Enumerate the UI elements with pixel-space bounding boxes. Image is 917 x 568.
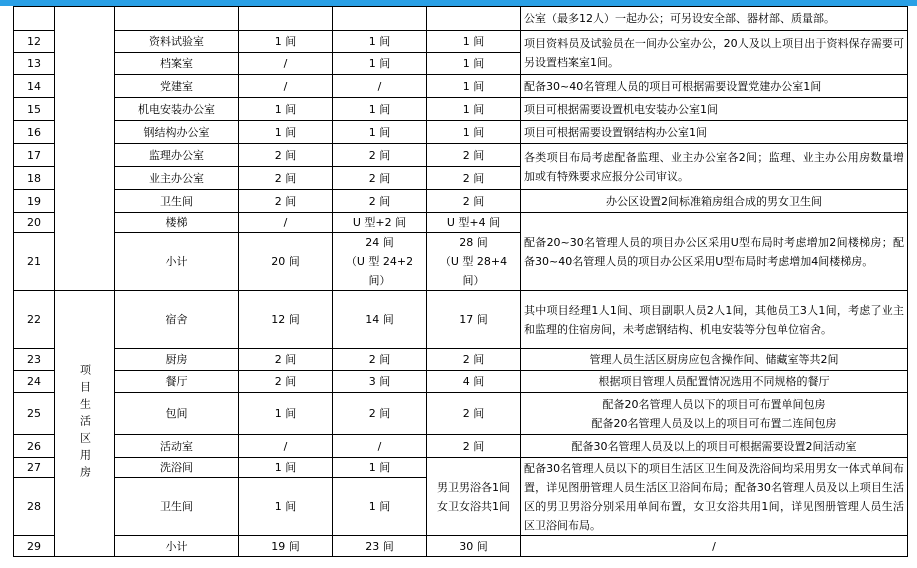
remark: 配备30名管理人员及以上的项目可根据需要设置2间活动室 xyxy=(521,435,908,458)
qty-b: 24 间 （U 型 24+2 间） xyxy=(333,233,427,291)
qty-a: 1 间 xyxy=(239,458,333,478)
table-row xyxy=(14,371,908,393)
qty-a: 1 间 xyxy=(239,31,333,53)
row-no: 29 xyxy=(14,536,55,557)
row-no: 25 xyxy=(14,393,55,435)
table-row xyxy=(14,536,908,557)
remark: 项目可根据需要设置钢结构办公室1间 xyxy=(521,121,908,144)
qty-c: 4 间 xyxy=(427,371,521,393)
qty-b: 2 间 xyxy=(333,144,427,167)
qty-a: / xyxy=(239,435,333,458)
remark: 根据项目管理人员配置情况选用不同规格的餐厅 xyxy=(521,371,908,393)
qty-a: 2 间 xyxy=(239,190,333,213)
qty-b: 1 间 xyxy=(333,121,427,144)
qty-b: U 型+2 间 xyxy=(333,213,427,233)
remark: 配备20名管理人员以下的项目可布置单间包房 配备20名管理人员及以上的项目可布置二连间包房 xyxy=(521,393,908,435)
row-no: 17 xyxy=(14,144,55,167)
qty-b: 2 间 xyxy=(333,167,427,190)
room-name: 党建室 xyxy=(115,75,239,98)
qty-c: 1 间 xyxy=(427,31,521,53)
room-name: 包间 xyxy=(115,393,239,435)
room-name: 资料试验室 xyxy=(115,31,239,53)
qty-a: 2 间 xyxy=(239,349,333,371)
room-name: 钢结构办公室 xyxy=(115,121,239,144)
row-no: 23 xyxy=(14,349,55,371)
qty-c: 2 间 xyxy=(427,435,521,458)
remark: 办公区设置2间标准箱房组合成的男女卫生间 xyxy=(521,190,908,213)
row-no: 28 xyxy=(14,478,55,536)
row-no: 21 xyxy=(14,233,55,291)
row-no: 24 xyxy=(14,371,55,393)
category-cell-living: 项目生活区用房 xyxy=(55,291,115,557)
qty-b: 1 间 xyxy=(333,478,427,536)
qty-c: 1 间 xyxy=(427,75,521,98)
qty-b: 23 间 xyxy=(333,536,427,557)
table-row xyxy=(14,144,908,167)
qty-a: 2 间 xyxy=(239,167,333,190)
qty-b: 1 间 xyxy=(333,53,427,75)
qty-c: 17 间 xyxy=(427,291,521,349)
qty-a: 1 间 xyxy=(239,98,333,121)
remark: 配备30~40名管理人员的项目可根据需要设置党建办公室1间 xyxy=(521,75,908,98)
qty-b: 3 间 xyxy=(333,371,427,393)
qty-c: 30 间 xyxy=(427,536,521,557)
table-row xyxy=(14,121,908,144)
qty-a: / xyxy=(239,75,333,98)
room-standard-table xyxy=(13,6,908,557)
row-no: 19 xyxy=(14,190,55,213)
row-no: 18 xyxy=(14,167,55,190)
room-name: 小计 xyxy=(115,536,239,557)
qty-b: 1 间 xyxy=(333,98,427,121)
row-no: 16 xyxy=(14,121,55,144)
row-no: 12 xyxy=(14,31,55,53)
table-row xyxy=(14,393,908,435)
qty-a: 19 间 xyxy=(239,536,333,557)
table-row xyxy=(14,458,908,478)
room-name: 监理办公室 xyxy=(115,144,239,167)
room-name: 档案室 xyxy=(115,53,239,75)
table-row xyxy=(14,190,908,213)
remark: 配备30名管理人员以下的项目生活区卫生间及洗浴间均采用男女一体式单间布置，详见图册管理人员生活区卫浴间布局；配备30名管理人员及以上项目生活区的男卫男浴分别采用单间布置，女卫女浴共用1间，详见图册管理人员生活区卫浴间布局。 xyxy=(521,458,908,536)
row-no: 15 xyxy=(14,98,55,121)
row-no: 13 xyxy=(14,53,55,75)
room-name: 小计 xyxy=(115,233,239,291)
category-cell-office xyxy=(55,7,115,291)
qty-c: 2 间 xyxy=(427,167,521,190)
qty-c: 1 间 xyxy=(427,53,521,75)
qty-b: 2 间 xyxy=(333,393,427,435)
row-no: 26 xyxy=(14,435,55,458)
qty-c: 2 间 xyxy=(427,190,521,213)
qty-c: 2 间 xyxy=(427,349,521,371)
qty-a xyxy=(239,7,333,31)
qty-a: 2 间 xyxy=(239,371,333,393)
qty-a: 1 间 xyxy=(239,393,333,435)
qty-b: 2 间 xyxy=(333,349,427,371)
table-row xyxy=(14,213,908,233)
qty-b: 2 间 xyxy=(333,190,427,213)
remark: / xyxy=(521,536,908,557)
row-no: 22 xyxy=(14,291,55,349)
row-no: 14 xyxy=(14,75,55,98)
qty-c: U 型+4 间 xyxy=(427,213,521,233)
qty-b: 1 间 xyxy=(333,31,427,53)
remark: 项目资料员及试验员在一间办公室办公，20人及以上项目出于资料保存需要可另设置档案室1间。 xyxy=(521,31,908,75)
table-row xyxy=(14,435,908,458)
room-name: 洗浴间 xyxy=(115,458,239,478)
row-no: 20 xyxy=(14,213,55,233)
room-name: 卫生间 xyxy=(115,190,239,213)
qty-c: 28 间 （U 型 28+4 间） xyxy=(427,233,521,291)
remark: 项目可根据需要设置机电安装办公室1间 xyxy=(521,98,908,121)
remark: 各类项目布局考虑配备监理、业主办公室各2间；监理、业主办公用房数量增加或有特殊要求应报分公司审议。 xyxy=(521,144,908,190)
qty-a: / xyxy=(239,213,333,233)
table-row xyxy=(14,349,908,371)
room-name xyxy=(115,7,239,31)
qty-b: 1 间 xyxy=(333,458,427,478)
room-name: 餐厅 xyxy=(115,371,239,393)
room-name: 活动室 xyxy=(115,435,239,458)
table-row xyxy=(14,75,908,98)
qty-c: 2 间 xyxy=(427,144,521,167)
qty-a: 20 间 xyxy=(239,233,333,291)
qty-a: 1 间 xyxy=(239,478,333,536)
room-name: 楼梯 xyxy=(115,213,239,233)
room-name: 机电安装办公室 xyxy=(115,98,239,121)
qty-a: 2 间 xyxy=(239,144,333,167)
qty-b xyxy=(333,7,427,31)
qty-c: 1 间 xyxy=(427,98,521,121)
room-name: 业主办公室 xyxy=(115,167,239,190)
row-no xyxy=(14,7,55,31)
qty-c: 2 间 xyxy=(427,393,521,435)
qty-a: / xyxy=(239,53,333,75)
qty-c: 1 间 xyxy=(427,121,521,144)
room-name: 厨房 xyxy=(115,349,239,371)
qty-b: 14 间 xyxy=(333,291,427,349)
qty-b: / xyxy=(333,75,427,98)
qty-c xyxy=(427,7,521,31)
qty-c: 男卫男浴各1间 女卫女浴共1间 xyxy=(427,458,521,536)
table-row xyxy=(14,291,908,349)
qty-a: 1 间 xyxy=(239,121,333,144)
remark: 其中项目经理1人1间、项目副职人员2人1间，其他员工3人1间，考虑了业主和监理的住宿房间，未考虑钢结构、机电安装等分包单位宿舍。 xyxy=(521,291,908,349)
remark: 公室（最多12人）一起办公；可另设安全部、器材部、质量部。 xyxy=(521,7,908,31)
remark: 配备20~30名管理人员的项目办公区采用U型布局时考虑增加2间楼梯房；配备30~40名管理人员的项目办公区采用U型布局时考虑增加4间楼梯房。 xyxy=(521,213,908,291)
room-name: 宿舍 xyxy=(115,291,239,349)
table-row xyxy=(14,7,908,31)
remark: 管理人员生活区厨房应包含操作间、储藏室等共2间 xyxy=(521,349,908,371)
table-row xyxy=(14,31,908,53)
row-no: 27 xyxy=(14,458,55,478)
qty-a: 12 间 xyxy=(239,291,333,349)
room-name: 卫生间 xyxy=(115,478,239,536)
table-row xyxy=(14,98,908,121)
qty-b: / xyxy=(333,435,427,458)
